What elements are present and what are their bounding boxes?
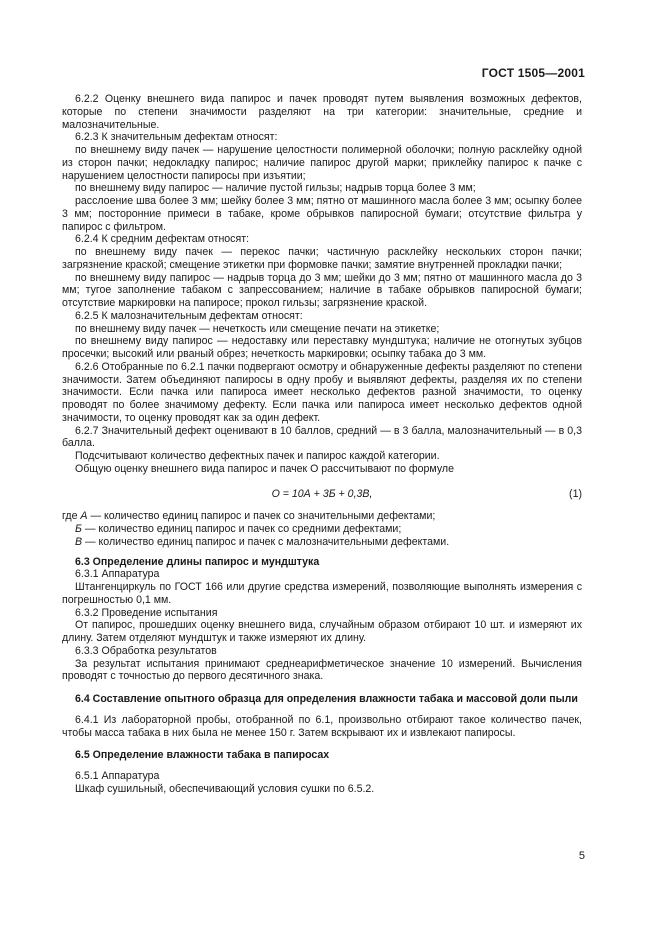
section-heading: 6.3 Определение длины папирос и мундштука: [75, 555, 320, 568]
paragraph: по внешнему виду пачек — перекос пачки; частичную расклейку нескольких сторон пачки; загрязнение краской; смещение этикетки при формовке пачки; замятие внутренней прокладки пачки;: [62, 246, 582, 271]
paragraph: 6.2.4 К средним дефектам относят:: [75, 233, 250, 246]
formula-legend-item: [62, 523, 582, 536]
paragraph: От папирос, прошедших оценку внешнего вида, случайным образом отбирают 10 шт. и измеряют их длину. Затем отделяют мундштук и также измеряют их длину.: [62, 619, 582, 644]
legend-symbol: Б: [75, 523, 82, 535]
legend-text: — количество единиц папирос и пачек со значительными дефектами;: [87, 510, 436, 523]
paragraph: 6.3.3 Обработка результатов: [75, 644, 217, 657]
standard-header: ГОСТ 1505—2001: [481, 66, 585, 80]
paragraph: по внешнему виду папирос — наличие пустой гильзы; надрыв торца более 3 мм;: [75, 182, 476, 195]
section-heading: 6.4 Составление опытного образца для определения влажности табака и массовой доли пыли: [75, 693, 578, 705]
document-body: [62, 93, 582, 796]
legend-text: — количество единиц папирос и пачек с малозначительными дефектами.: [82, 535, 450, 548]
paragraph: 6.2.6 Отобранные по 6.2.1 пачки подвергают осмотру и обнаруженные дефекты разделяют по степени значимости. Затем объединяют папиросы в одну пробу и выявляют дефекты, разделяя их по степени значимости. Если пачка или папироса имеет несколько дефектов разной значимости, то оценку проводят по более значимому дефекту. Если пачка или папироса имеет несколько дефектов одной значимости, то оценку проводят как за один дефект.: [62, 360, 582, 424]
legend-symbol: А: [80, 510, 88, 523]
section-heading: 6.5 Определение влажности табака в папиросах: [75, 749, 330, 762]
paragraph: Подсчитывают количество дефектных пачек и папирос каждой категории.: [75, 450, 440, 462]
paragraph: по внешнему виду папирос — недоставку или переставку мундштука; наличие не отогнутых зубцов просечки; высокий или рваный обрез; нечеткость маркировки; осыпку табака до 3 мм.: [62, 335, 582, 360]
formula: [62, 488, 582, 501]
paragraph: 6.2.5 К малозначительным дефектам относят:: [75, 309, 303, 322]
paragraph: 6.5.1 Аппаратура: [75, 770, 160, 782]
where-lead: где: [62, 510, 78, 523]
paragraph: Штангенциркуль по ГОСТ 166 или другие средства измерений, позволяющие выполнять измерения с погрешностью 0,1 мм.: [62, 581, 582, 606]
paragraph: За результат испытания принимают среднеарифметическое значение 10 измерений. Вычисления проводят с точностью до первого десятичного знака.: [62, 657, 582, 683]
formula-expression: О = 10А + 3Б + 0,3В,: [271, 487, 373, 500]
paragraph: по внешнему виду пачек — нарушение целостности полимерной оболочки; полную расклейку одной из сторон пачки; недокладку папирос; наличие папирос другой марки; приклейку папирос к пачке с нарушением целостности папиросы при изъятии;: [62, 144, 582, 182]
legend-text: — количество единиц папирос и пачек со средними дефектами;: [81, 523, 402, 535]
paragraph: по внешнему виду папирос — надрыв торца до 3 мм; шейки до 3 мм; пятно от машинного масла до 3 мм; тугое заполнение табаком с запрессованием; наличие в табаке обрывков папиросной бумаги; отсутствие маркировки на папиросе; прокол гильзы; загрязнение краской.: [62, 271, 582, 309]
paragraph: Общую оценку внешнего вида папирос и пачек О рассчитывают по формуле: [75, 462, 454, 475]
paragraph: Шкаф сушильный, обеспечивающий условия сушки по 6.5.2.: [75, 782, 375, 795]
page-number: 5: [578, 850, 585, 862]
paragraph: 6.3.1 Аппаратура: [75, 568, 160, 581]
legend-symbol: В: [75, 535, 83, 548]
paragraph: по внешнему виду пачек — нечеткость или смещение печати на этикетке;: [75, 322, 440, 335]
paragraph: расслоение шва более 3 мм; шейку более 3 мм; пятно от машинного масла более 3 мм; осыпку более 3 мм; посторонние примеси в табаке, кроме обрывков папиросной бумаги; отсутствие фильтра у папирос с фильтром.: [62, 195, 582, 233]
paragraph: 6.2.2 Оценку внешнего вида папирос и пачек проводят путем выявления возможных дефектов, которые по степени значимости разделяют на три категории: значительные, средние и малозначительные.: [62, 93, 582, 131]
paragraph: 6.3.2 Проведение испытания: [75, 606, 218, 619]
formula-legend-item: [62, 510, 582, 523]
paragraph: 6.2.3 К значительным дефектам относят:: [75, 131, 278, 144]
formula-legend-item: [62, 536, 582, 549]
paragraph: 6.2.7 Значительный дефект оценивают в 10 баллов, средний — в 3 балла, малозначительный — в 0,3 балла.: [62, 424, 582, 450]
paragraph: 6.4.1 Из лабораторной пробы, отобранной по 6.1, произвольно отбирают такое количество пачек, чтобы масса табака в них была не менее 150 г. Затем вскрывают их и извлекают папиросы.: [62, 713, 582, 739]
formula-number: (1): [569, 487, 582, 500]
